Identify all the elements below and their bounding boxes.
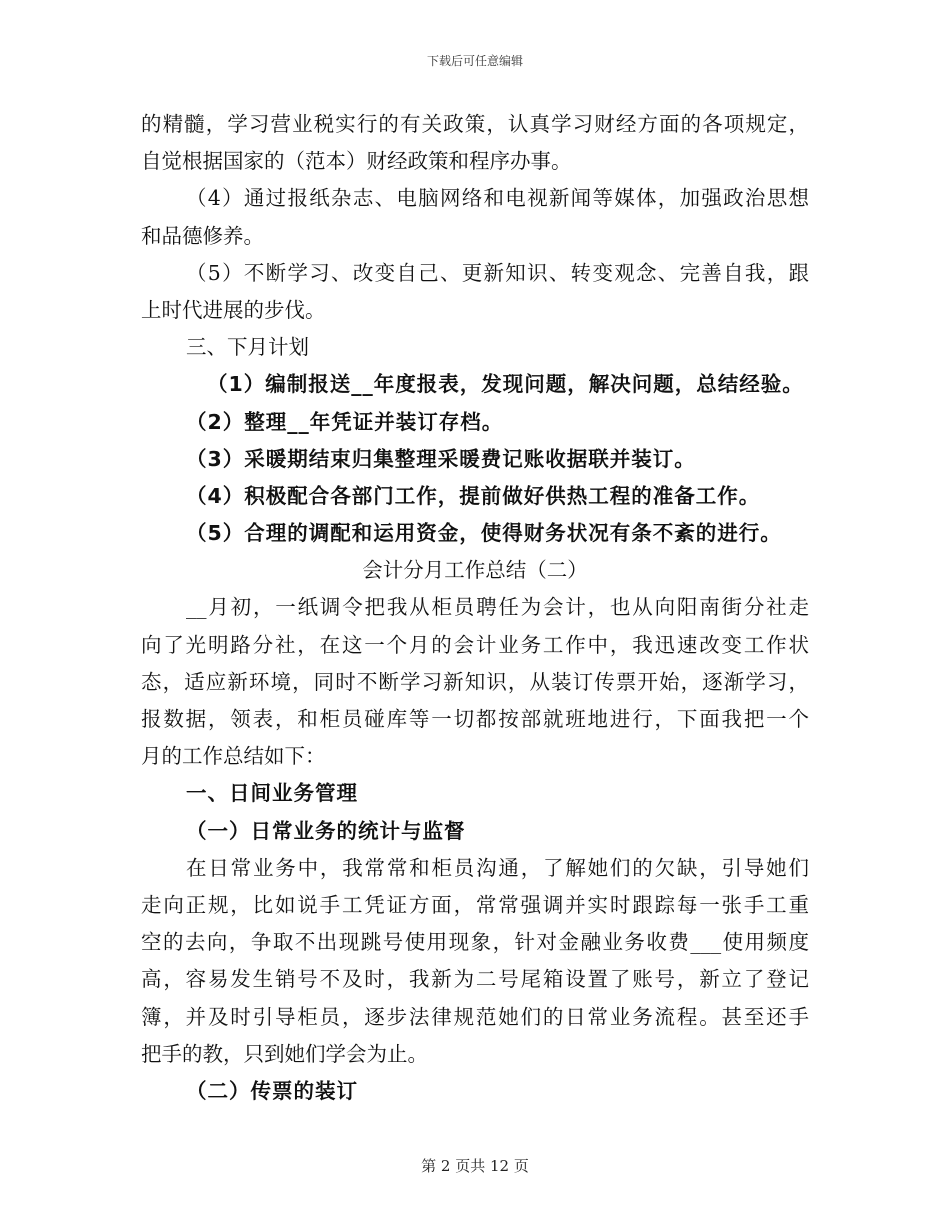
document-title: 会计分月工作总结（二）	[362, 558, 588, 583]
page-footer: 第 2 页共 12 页	[421, 1157, 529, 1175]
paragraph-line: 上时代进展的步伐。	[141, 297, 326, 322]
paragraph-line: 的精髓，学习营业税实行的有关政策，认真学习财经方面的各项规定，	[141, 112, 809, 136]
section-heading: 一、日间业务管理	[186, 781, 358, 806]
paragraph-line: 自觉根据国家的（范本）财经政策和程序办事。	[141, 149, 572, 174]
paragraph-line: 簿，并及时引导柜员，逐步法律规范她们的日常业务流程。甚至还手	[141, 1004, 809, 1029]
paragraph-line: 报数据，领表，和柜员碰库等一切都按部就班地进行，下面我把一个	[141, 707, 809, 731]
plan-item: （5）合理的调配和运用资金，使得财务状况有条不紊的进行。	[186, 521, 782, 546]
paragraph-line: 态，适应新环境，同时不断学习新知识，从装订传票开始，逐渐学习，	[141, 669, 809, 694]
document-body	[141, 106, 809, 1110]
plan-item: （1）编制报送__年度报表，发现问题，解决问题，总结经验。	[207, 372, 804, 397]
paragraph-line: （5）不断学习、改变自己、更新知识、转变观念、完善自我，跟	[186, 260, 809, 285]
section-heading: 三、下月计划	[186, 335, 309, 360]
subsection-heading: （二）传票的装订	[186, 1078, 358, 1103]
paragraph-line: 在日常业务中，我常常和柜员沟通，了解她们的欠缺，引导她们	[186, 855, 809, 880]
paragraph-line: __月初，一纸调令把我从柜员聘任为会计，也从向阳南街分社走	[186, 595, 809, 620]
paragraph-line: （4）通过报纸杂志、电脑网络和电视新闻等媒体，加强政治思想	[186, 186, 809, 211]
paragraph-line: 走向正规，比如说手工凭证方面，常常强调并实时跟踪每一张手工重	[141, 892, 809, 917]
paragraph-line: 向了光明路分社，在这一个月的会计业务工作中，我迅速改变工作状	[141, 632, 809, 657]
plan-item: （3）采暖期结束归集整理采暖费记账收据联并装订。	[186, 446, 696, 471]
paragraph-line: 把手的教，只到她们学会为止。	[141, 1041, 428, 1066]
page-header: 下载后可任意编辑	[426, 54, 523, 68]
plan-item: （2）整理__年凭证并装订存档。	[186, 409, 504, 434]
paragraph-line: 空的去向，争取不出现跳号使用现象，针对金融业务收费___使用频度	[141, 930, 809, 955]
subsection-heading: （一）日常业务的统计与监督	[186, 818, 466, 843]
paragraph-line: 高，容易发生销号不及时，我新为二号尾箱设置了账号，新立了登记	[141, 967, 809, 992]
paragraph-line: 月的工作总结如下：	[141, 744, 326, 769]
plan-item: （4）积极配合各部门工作，提前做好供热工程的准备工作。	[186, 483, 761, 508]
paragraph-line: 和品德修养。	[141, 223, 264, 248]
